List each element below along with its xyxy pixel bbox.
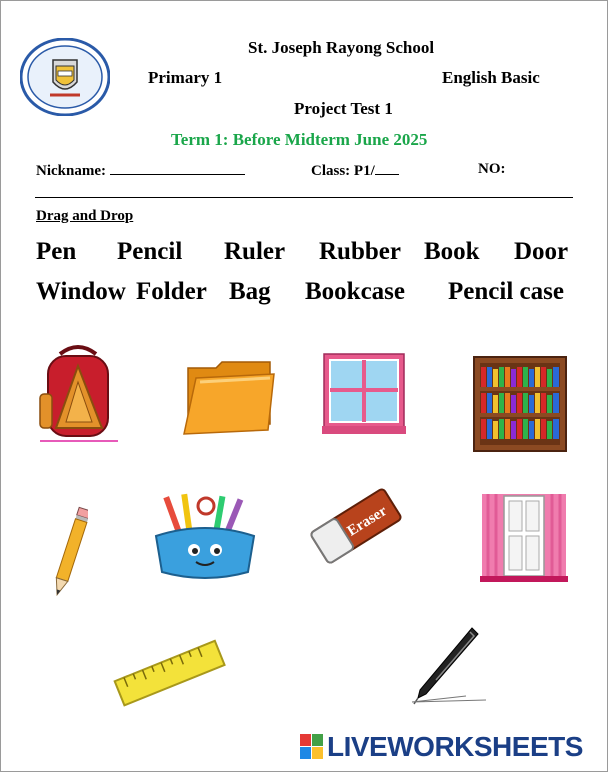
backpack-icon[interactable]	[38, 342, 120, 444]
pen-icon[interactable]	[406, 624, 490, 708]
word-rubber[interactable]: Rubber	[319, 238, 401, 265]
test-title: Project Test 1	[294, 99, 393, 118]
pencil-icon[interactable]	[54, 505, 88, 599]
door-icon[interactable]	[480, 492, 568, 584]
school-logo	[20, 38, 110, 116]
word-folder[interactable]: Folder	[136, 278, 207, 305]
nickname-row	[36, 161, 245, 180]
eraser-icon[interactable]	[305, 478, 407, 574]
level-label: Primary 1	[148, 68, 223, 87]
word-bookcase[interactable]: Bookcase	[305, 278, 405, 305]
liveworksheets-logo-icon	[300, 734, 324, 760]
word-door[interactable]: Door	[514, 238, 569, 265]
word-ruler[interactable]: Ruler	[224, 238, 286, 265]
eraser-label: Eraser	[344, 503, 390, 540]
subject-label: English Basic	[442, 68, 540, 87]
word-window[interactable]: Window	[36, 278, 126, 305]
window-icon[interactable]	[320, 352, 408, 436]
number-row	[478, 161, 506, 178]
word-pencil[interactable]: Pencil	[117, 238, 183, 265]
pencil-case-icon[interactable]	[150, 492, 260, 582]
word-pen[interactable]: Pen	[36, 238, 77, 265]
word-book[interactable]: Book	[424, 238, 480, 265]
number-label: NO:	[478, 161, 506, 177]
folder-icon[interactable]	[182, 358, 277, 436]
ruler-icon[interactable]	[112, 638, 228, 710]
bookcase-icon[interactable]	[472, 355, 568, 453]
class-row	[311, 161, 399, 180]
class-label: Class: P1/	[311, 163, 375, 179]
nickname-blank	[110, 161, 245, 175]
liveworksheets-brand: LIVEWORKSHEETS	[327, 731, 583, 762]
word-pencil-case[interactable]: Pencil case	[448, 278, 564, 305]
nickname-label: Nickname:	[36, 163, 106, 179]
term-label: Term 1: Before Midterm June 2025	[171, 130, 428, 149]
section-title: Drag and Drop	[36, 208, 134, 224]
word-bag[interactable]: Bag	[229, 278, 271, 305]
divider	[35, 197, 573, 198]
class-blank	[375, 161, 399, 175]
school-name: St. Joseph Rayong School	[248, 38, 435, 57]
